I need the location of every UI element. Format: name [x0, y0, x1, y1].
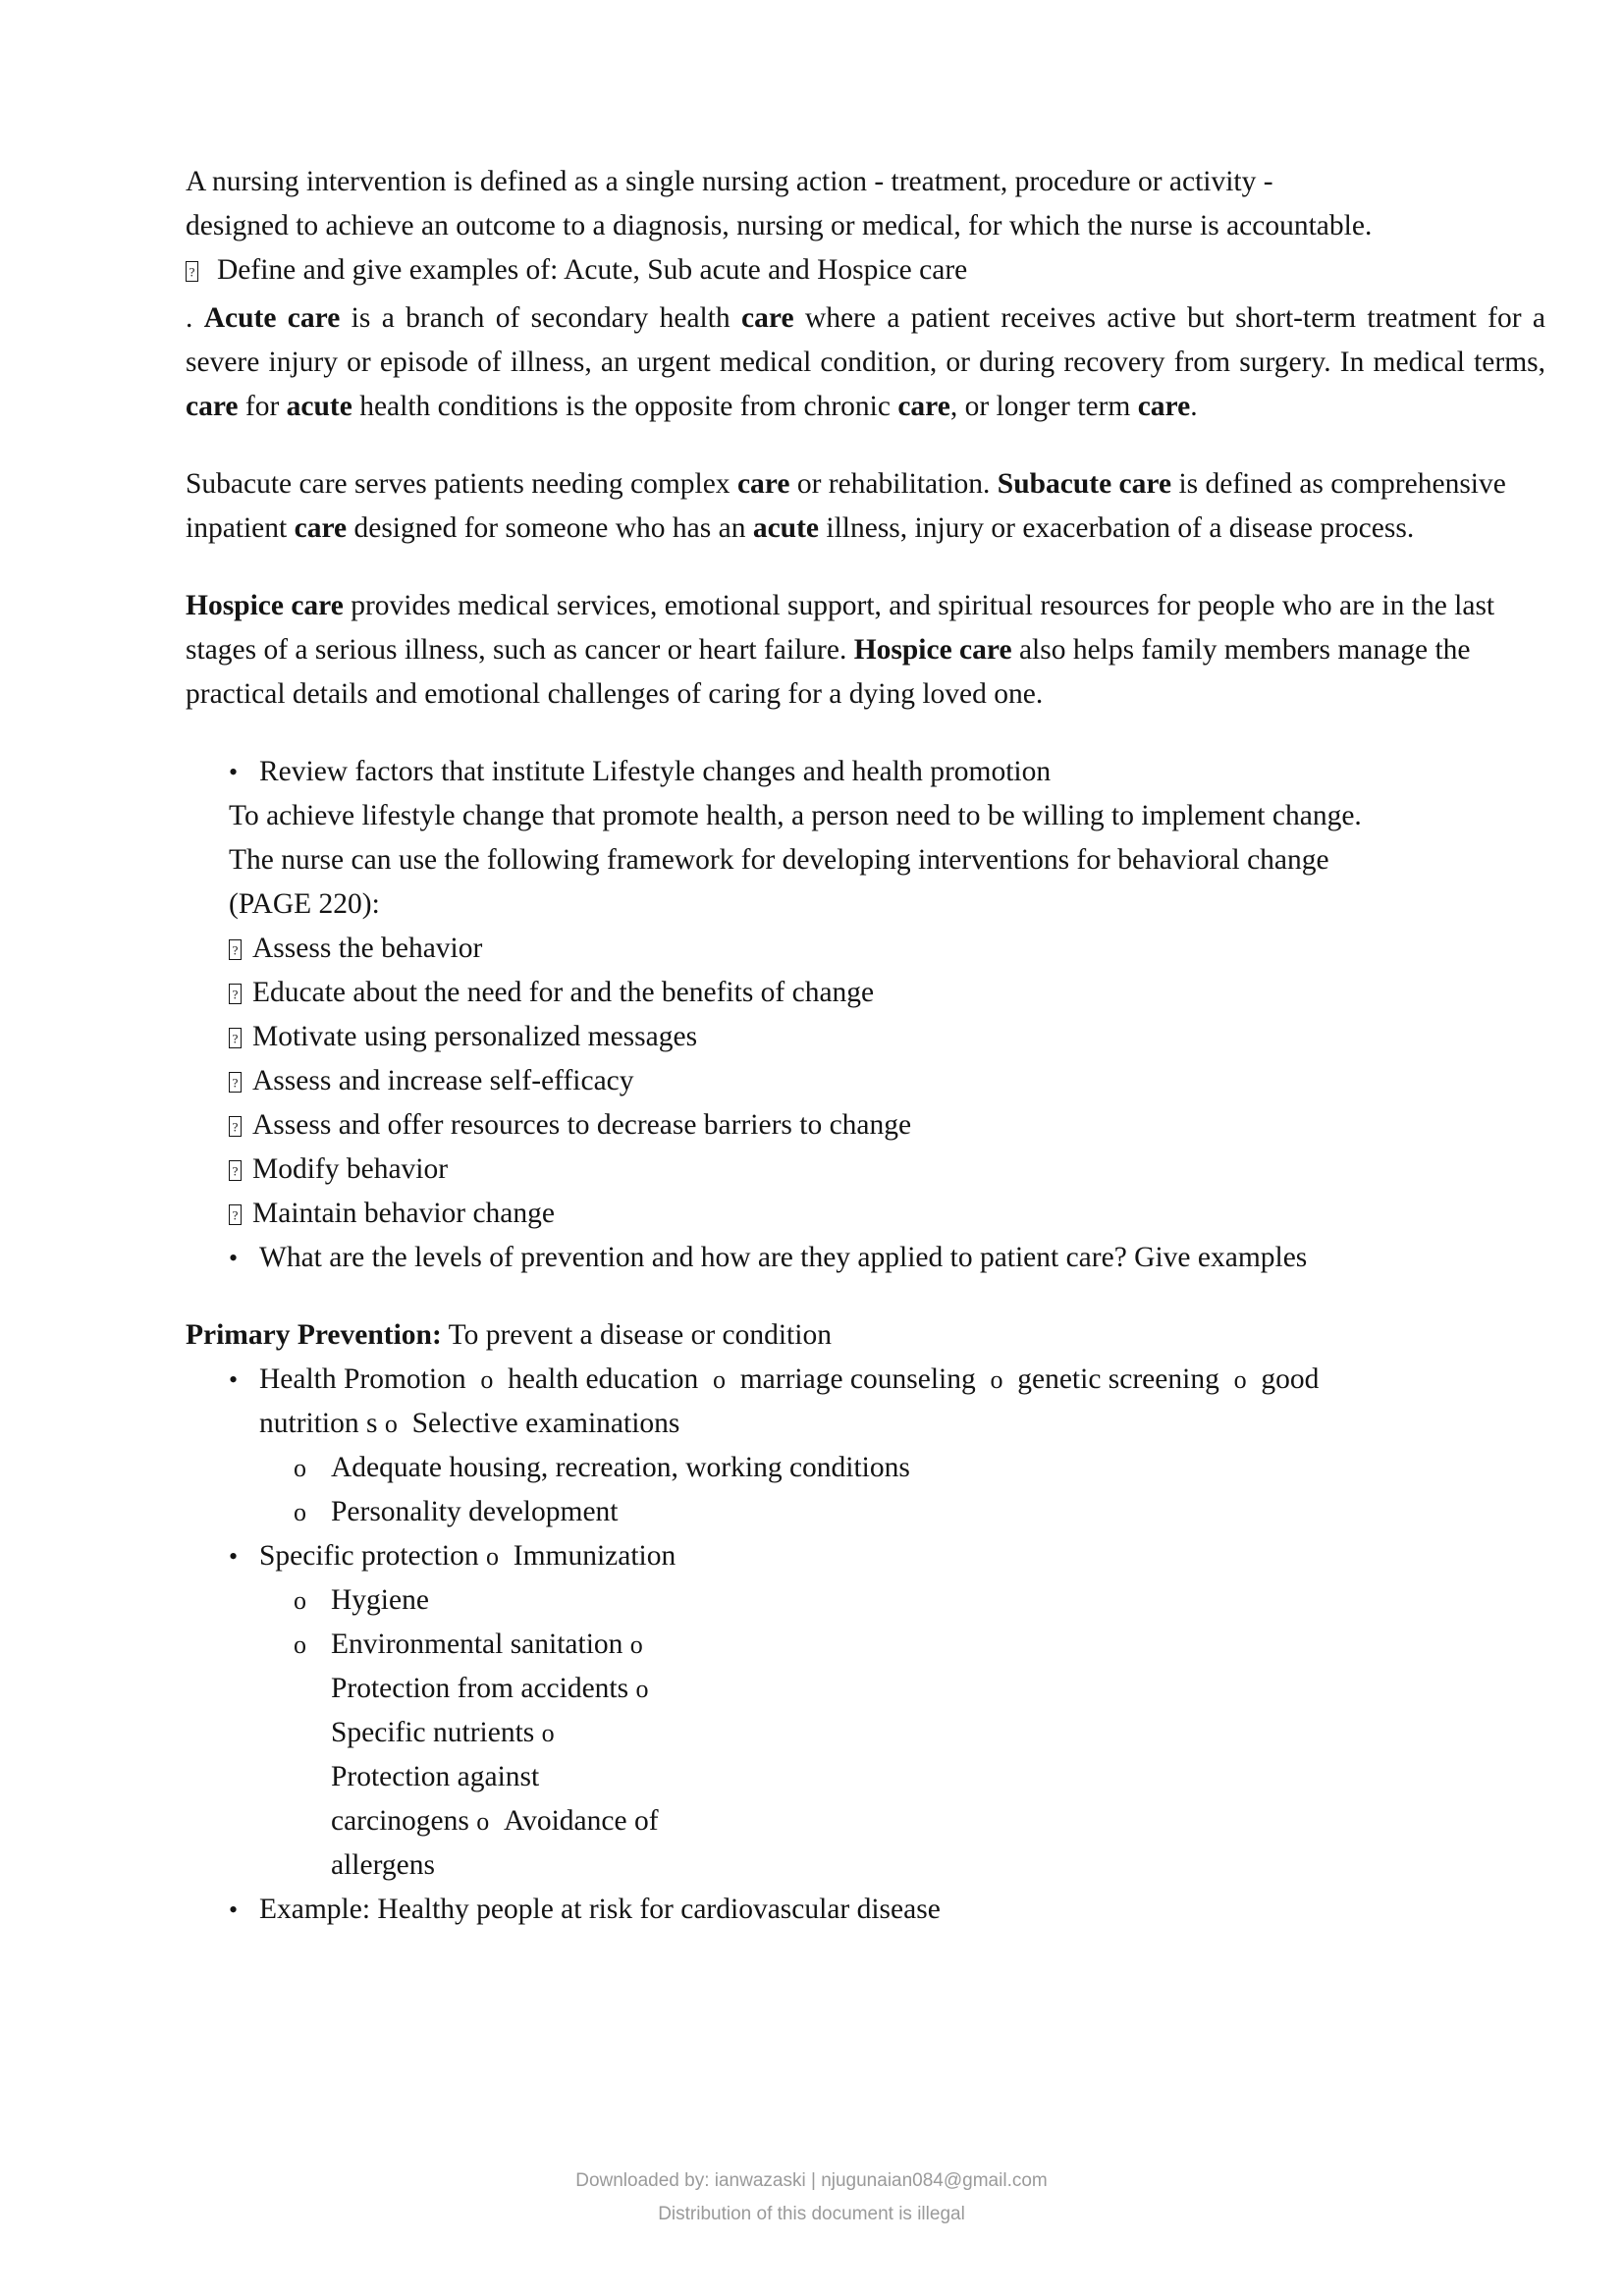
- framework-item-label: Assess and offer resources to decrease barriers to change: [252, 1109, 912, 1141]
- bullet-dot-icon: •: [229, 1542, 239, 1571]
- specific-protection-label: Specific protection: [259, 1540, 479, 1572]
- primary-prevention-desc: To prevent a disease or condition: [441, 1319, 832, 1351]
- framework-item: [186, 1148, 1545, 1192]
- selective-exams-label: Selective examinations: [411, 1408, 680, 1439]
- health-education-label: health education: [508, 1363, 699, 1395]
- acute-p1: .: [186, 302, 204, 334]
- sub-bullet-o-icon: o: [990, 1365, 1003, 1394]
- env-sanitation-label: Environmental sanitation: [331, 1629, 623, 1660]
- subacute-b3: care: [294, 512, 348, 544]
- framework-item-label: Educate about the need for and the benefits of change: [252, 977, 875, 1008]
- subacute-care-paragraph: [186, 462, 1545, 551]
- tofu-bullet-icon: [186, 248, 217, 293]
- prevention-question-text: What are the levels of prevention and how are they applied to patient care? Give examples: [259, 1242, 1308, 1273]
- bullet-dot-icon: •: [229, 758, 239, 786]
- footer-download-info: Downloaded by: ianwazaski | njugunaian084@gmail.com: [575, 2170, 1048, 2191]
- framework-item: [186, 1192, 1545, 1236]
- sub-bullet-o-icon: o: [384, 1410, 398, 1438]
- sub-item-row: [186, 1623, 1545, 1667]
- specific-nutrients-line: [186, 1711, 1545, 1755]
- bullet-dot-icon: •: [229, 1365, 239, 1394]
- acute-care-paragraph: [186, 296, 1545, 429]
- tofu-bullet-icon: [186, 1192, 252, 1236]
- lifestyle-bullet-row: [186, 750, 1545, 794]
- subacute-p5: illness, injury or exacerbation of a disease process.: [819, 512, 1415, 544]
- sub-bullet-o-icon: o: [635, 1675, 649, 1703]
- subacute-p4: designed for someone who has an: [347, 512, 753, 544]
- lifestyle-intro-line-3: (PAGE 220):: [229, 888, 380, 920]
- lifestyle-intro-line-2: The nurse can use the following framework for developing interventions for behavioral change: [229, 844, 1329, 876]
- tofu-bullet-icon: [186, 1148, 252, 1192]
- tofu-bullet-icon: [186, 1103, 252, 1148]
- subacute-p1: Subacute care serves patients needing complex: [186, 468, 737, 500]
- sub-bullet-o-icon: o: [486, 1542, 500, 1571]
- prevention-question-row: [186, 1236, 1545, 1280]
- acute-p2: is a branch of secondary health: [340, 302, 742, 334]
- framework-item-label: Modify behavior: [252, 1153, 449, 1185]
- sub-item-row: [186, 1446, 1545, 1490]
- carcinogens-label: carcinogens: [331, 1805, 469, 1837]
- framework-item-label: Assess the behavior: [252, 933, 483, 964]
- health-promotion-text: [259, 1358, 1545, 1402]
- sub-bullet-o-icon: o: [294, 1630, 306, 1659]
- subacute-b1: care: [736, 468, 790, 500]
- health-promotion-row: [186, 1358, 1545, 1402]
- framework-item: [186, 927, 1545, 971]
- sub-item-label: Hygiene: [331, 1584, 429, 1616]
- specific-protection-text: [259, 1534, 1545, 1578]
- tofu-bullet-icon: [186, 1015, 252, 1059]
- health-promotion-label: Health Promotion: [259, 1363, 466, 1395]
- acute-b1: Acute care: [203, 302, 341, 334]
- hospice-p1: provides medical services, emotional support, and spiritual resources for people who are in the last stages of a serious illness, such as cancer or heart failure.: [186, 590, 1495, 666]
- framework-item-label: Assess and increase self-efficacy: [252, 1065, 634, 1096]
- framework-item: [186, 971, 1545, 1015]
- tofu-bullet-icon: [186, 927, 252, 971]
- sub-bullet-o-icon: o: [294, 1498, 306, 1526]
- lifestyle-intro-line-1: To achieve lifestyle change that promote health, a person need to be willing to implement change.: [229, 800, 1362, 831]
- sub-bullet-o-icon: o: [294, 1454, 306, 1482]
- acute-b4: acute: [286, 391, 352, 422]
- define-line-row: [186, 248, 1545, 293]
- framework-item: [186, 1103, 1545, 1148]
- hospice-b1: Hospice care: [186, 590, 344, 621]
- sub-item-row: [186, 1578, 1545, 1623]
- acute-p7: .: [1190, 391, 1198, 422]
- good-label: good: [1261, 1363, 1320, 1395]
- acute-p5: health conditions is the opposite from chronic: [352, 391, 898, 422]
- example-row: [186, 1888, 1545, 1932]
- acute-p3: where a patient receives active but short-term treatment for a severe injury or episode of illness, an urgent medical condition, or during recovery from surgery. In medical terms,: [186, 302, 1545, 378]
- bullet-dot-icon: •: [229, 1896, 239, 1924]
- framework-item: [186, 1015, 1545, 1059]
- primary-prevention-heading: [186, 1313, 1545, 1358]
- sub-bullet-o-icon: o: [480, 1365, 494, 1394]
- sub-bullet-o-icon: o: [541, 1719, 555, 1747]
- hospice-p2: also helps family members manage the practical details and emotional challenges of caring for a dying loved one.: [186, 634, 1471, 710]
- specific-nutrients-label: Specific nutrients: [331, 1717, 535, 1748]
- define-line-text: Define and give examples of: Acute, Sub acute and Hospice care: [217, 254, 968, 286]
- framework-item: [186, 1059, 1545, 1103]
- document-body: [186, 160, 1545, 1932]
- hospice-b2: Hospice care: [853, 634, 1012, 666]
- page-footer: [0, 2164, 1623, 2231]
- sub-bullet-o-icon: o: [712, 1365, 726, 1394]
- protection-against-line: Protection against: [331, 1761, 540, 1792]
- carcinogens-line: [186, 1799, 1545, 1843]
- allergens-line: allergens: [331, 1849, 435, 1881]
- bullet-dot-icon: •: [229, 1244, 239, 1272]
- tofu-bullet-icon: [186, 1059, 252, 1103]
- subacute-b4: acute: [752, 512, 820, 544]
- subacute-p3: is defined as comprehensive inpatient: [186, 468, 1506, 544]
- nutrition-label: nutrition s: [259, 1408, 378, 1439]
- specific-protection-row: [186, 1534, 1545, 1578]
- sub-item-label: Adequate housing, recreation, working conditions: [331, 1452, 910, 1483]
- intro-line-1: A nursing intervention is defined as a single nursing action - treatment, procedure or activity -: [186, 166, 1273, 197]
- sub-bullet-o-icon: o: [1233, 1365, 1247, 1394]
- acute-b5: care: [897, 391, 950, 422]
- primary-prevention-label: Primary Prevention:: [186, 1319, 442, 1351]
- framework-item-label: Maintain behavior change: [252, 1198, 555, 1229]
- acute-b6: care: [1137, 391, 1191, 422]
- sub-item-label: Personality development: [331, 1496, 619, 1527]
- acute-b2: care: [741, 302, 794, 334]
- protection-accidents-line: [186, 1667, 1545, 1711]
- hospice-care-paragraph: [186, 584, 1545, 717]
- sub-bullet-o-icon: o: [476, 1807, 490, 1836]
- acute-b3: care: [186, 391, 239, 422]
- tofu-bullet-icon: [186, 971, 252, 1015]
- genetic-screening-label: genetic screening: [1017, 1363, 1219, 1395]
- avoidance-label: Avoidance of: [504, 1805, 659, 1837]
- example-text: Example: Healthy people at risk for cardiovascular disease: [259, 1894, 941, 1925]
- subacute-b2: Subacute care: [997, 468, 1172, 500]
- protection-accidents-label: Protection from accidents: [331, 1673, 629, 1704]
- marriage-counseling-label: marriage counseling: [739, 1363, 976, 1395]
- sub-bullet-o-icon: o: [629, 1630, 643, 1659]
- sub-bullet-o-icon: o: [294, 1586, 306, 1615]
- framework-item-label: Motivate using personalized messages: [252, 1021, 698, 1052]
- immunization-label: Immunization: [513, 1540, 676, 1572]
- health-promotion-line-2: [186, 1402, 1545, 1446]
- acute-p4: for: [238, 391, 287, 422]
- sub-item-label: [331, 1623, 1545, 1667]
- acute-p6: , or longer term: [949, 391, 1138, 422]
- intro-line-2: designed to achieve an outcome to a diagnosis, nursing or medical, for which the nurse is accountable.: [186, 210, 1373, 241]
- footer-distribution-notice: Distribution of this document is illegal: [658, 2204, 965, 2224]
- lifestyle-bullet-text: Review factors that institute Lifestyle changes and health promotion: [259, 756, 1052, 787]
- subacute-p2: or rehabilitation.: [789, 468, 998, 500]
- sub-item-row: [186, 1490, 1545, 1534]
